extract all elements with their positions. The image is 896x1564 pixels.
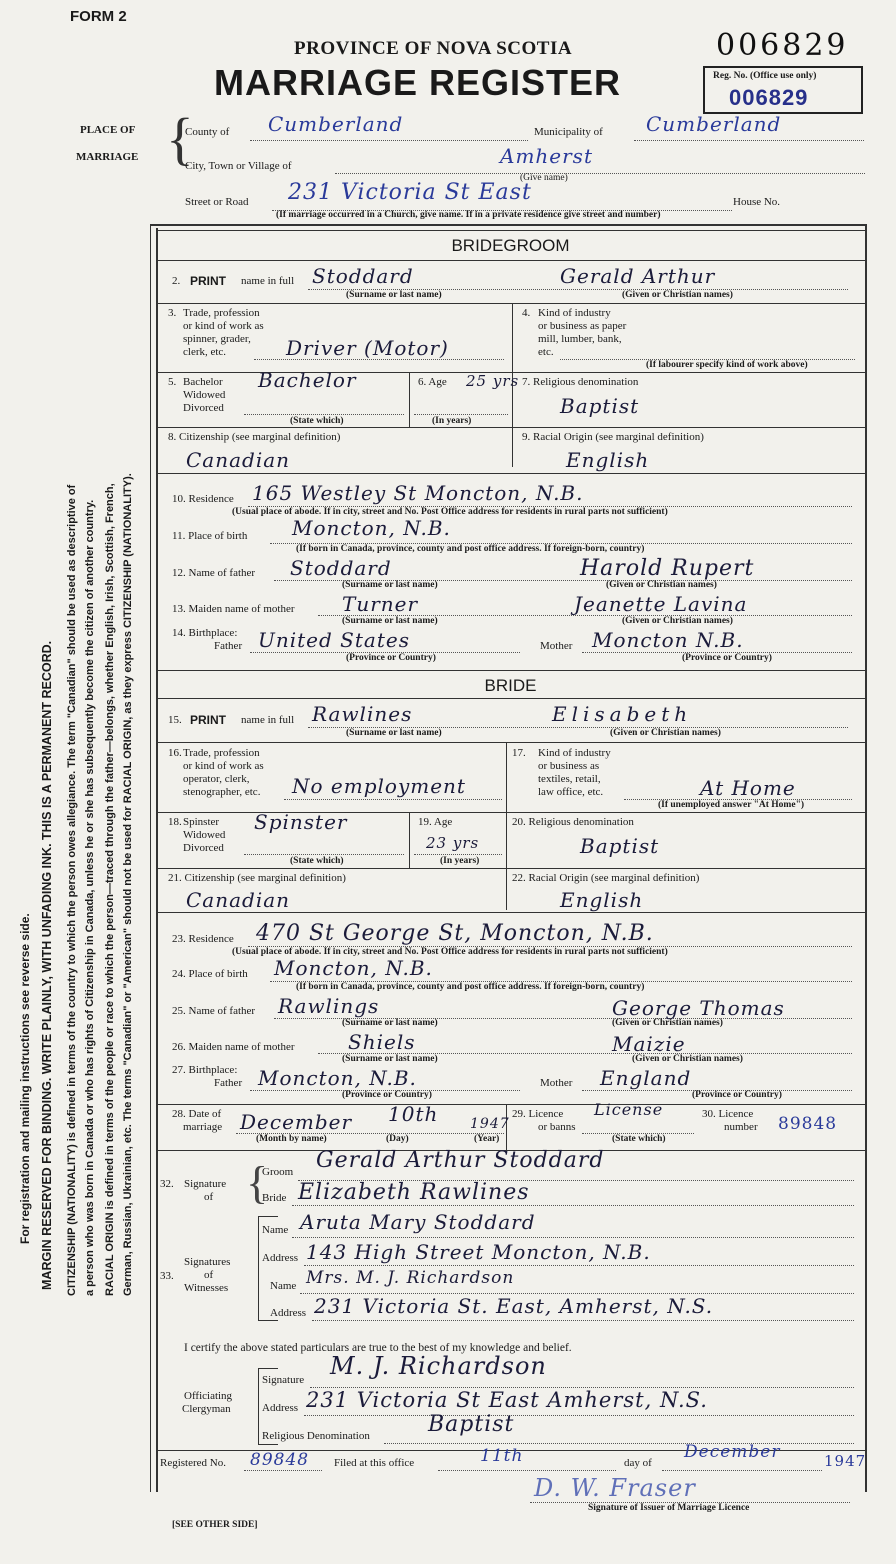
marriage-month-caption: (Month by name)	[256, 1134, 327, 1144]
filed-month: December	[684, 1442, 781, 1462]
groom-trade: Driver (Motor)	[286, 336, 449, 360]
bride-sig-label: Bride	[262, 1192, 287, 1204]
marriage-date-l2: marriage	[183, 1121, 223, 1133]
w2-name-label: Name	[270, 1280, 297, 1292]
groom-trade-l2: or kind of work as	[183, 320, 264, 332]
groom-father-given-caption: (Given or Christian names)	[606, 580, 717, 590]
clergy-denom-label: Religious Denomination	[262, 1430, 370, 1442]
bride-in-years: (In years)	[440, 856, 480, 866]
marriage-year-caption: (Year)	[474, 1134, 500, 1144]
groom-status-num: 5.	[168, 376, 177, 388]
bride-racial-label: 22. Racial Origin (see marginal definition)	[512, 872, 700, 884]
bride-trade-l2: or kind of work as	[183, 760, 264, 772]
page-title: MARRIAGE REGISTER	[214, 62, 622, 103]
groom-mother-label: 13. Maiden name of mother	[172, 603, 295, 615]
licence-l1: 29. Licence	[512, 1108, 564, 1120]
licence-no-l2: number	[724, 1121, 758, 1133]
bride-bp-mother-label: Mother	[540, 1077, 573, 1089]
bride-given-caption: (Given or Christian names)	[610, 728, 721, 738]
bride-bp-label: 27. Birthplace:	[172, 1064, 238, 1076]
groom-bp-mother: Moncton N.B.	[592, 628, 744, 652]
sig-label-l2: of	[204, 1191, 214, 1203]
reg-number-handwritten: 006829	[716, 28, 849, 63]
groom-mother-given: Jeanette Lavina	[574, 592, 748, 616]
officiating-l1: Officiating	[184, 1390, 233, 1402]
groom-father-surname-caption: (Surname or last name)	[342, 580, 438, 590]
groom-status-l1: Bachelor	[183, 376, 223, 388]
groom-print-rest: name in full	[241, 275, 295, 287]
street-label: Street or Road	[185, 196, 249, 208]
w2-address: 231 Victoria St. East, Amherst, N.S.	[314, 1294, 714, 1318]
county-value: Cumberland	[268, 112, 404, 136]
groom-residence-label: 10. Residence	[172, 493, 234, 505]
filed-label: Filed at this office	[334, 1457, 415, 1469]
marriage-year: 1947	[470, 1116, 510, 1132]
registered-no: 89848	[250, 1450, 310, 1470]
groom-status-l2: Widowed	[183, 389, 226, 401]
bride-father-given: George Thomas	[612, 996, 785, 1020]
margin-line-2: MARGIN RESERVED FOR BINDING. WRITE PLAINLY, WITH UNFADING INK. THIS IS A PERMANENT RECORD.	[40, 640, 54, 1290]
house-label: House No.	[733, 196, 781, 208]
groom-trade-l1: Trade, profession	[183, 307, 260, 319]
bride-father-given-caption: (Given or Christian names)	[612, 1018, 723, 1028]
bride-citizenship: Canadian	[186, 888, 291, 912]
street-note: (If marriage occurred in a Church, give name. If in a private residence give street and number)	[276, 210, 661, 220]
margin-line-3: CITIZENSHIP (NATIONALITY) is defined in terms of the country to which the person owes allegiance. The term "Canadian" should be used as descriptive of	[66, 484, 78, 1296]
bride-trade-num: 16.	[168, 747, 182, 759]
reg-number-box	[703, 66, 863, 114]
groom-print-num: 2.	[172, 275, 181, 287]
bride-print-num: 15.	[168, 714, 182, 726]
groom-citizen-label: 8. Citizenship (see marginal definition)	[168, 431, 341, 443]
bride-status-l1: Spinster	[183, 816, 220, 828]
bride-header: BRIDE	[484, 676, 537, 695]
issuer-caption: Signature of Issuer of Marriage Licence	[588, 1503, 750, 1513]
registered-label: Registered No.	[160, 1457, 226, 1469]
margin-line-1: For registration and mailing instructions see reverse side.	[18, 913, 32, 1244]
wit-l1: Signatures	[184, 1256, 231, 1268]
bride-industry-l4: law office, etc.	[538, 786, 604, 798]
groom-given-caption: (Given or Christian names)	[622, 290, 733, 300]
groom-trade-l4: clerk, etc.	[183, 346, 227, 358]
place-brace: {	[166, 106, 194, 171]
bride-father-surname-caption: (Surname or last name)	[342, 1018, 438, 1028]
groom-mother-surname-caption: (Surname or last name)	[342, 616, 438, 626]
bride-state-which: (State which)	[290, 856, 344, 866]
groom-bp-mother-label: Mother	[540, 640, 573, 652]
marriage-day-caption: (Day)	[386, 1134, 409, 1144]
bride-father-label: 25. Name of father	[172, 1005, 256, 1017]
bride-industry-l3: textiles, retail,	[538, 773, 601, 785]
groom-bp-father-caption: (Province or Country)	[346, 653, 436, 663]
groom-industry-l2: or business as paper	[538, 320, 627, 332]
form-label: FORM 2	[70, 8, 127, 25]
groom-father-label: 12. Name of father	[172, 567, 256, 579]
groom-residence-note: (Usual place of abode. If in city, street and No. Post Office address for residents in rural parts not sufficient)	[232, 507, 668, 517]
bride-industry-l1: Kind of industry	[538, 747, 611, 759]
bride-industry-l2: or business as	[538, 760, 600, 772]
groom-signature: Gerald Arthur Stoddard	[316, 1148, 605, 1173]
groom-father-given: Harold Rupert	[580, 556, 755, 581]
groom-print-label: PRINT	[190, 274, 226, 288]
bride-status-num: 18.	[168, 816, 182, 828]
city-caption: (Give name)	[520, 173, 568, 183]
bride-citizen-label: 21. Citizenship (see marginal definition)	[168, 872, 346, 884]
groom-industry-l3: mill, lumber, bank,	[538, 333, 622, 345]
bride-trade: No employment	[292, 774, 466, 798]
place-label-2: MARRIAGE	[76, 151, 139, 163]
issuer-signature: D. W. Fraser	[534, 1474, 696, 1502]
bride-industry-num: 17.	[512, 747, 526, 759]
wit-l3: Witnesses	[184, 1282, 229, 1294]
clergy-address: 231 Victoria St East Amherst, N.S.	[306, 1388, 708, 1412]
bride-bp-father: Moncton, N.B.	[258, 1066, 417, 1090]
reg-box-label: Reg. No. (Office use only)	[713, 71, 817, 81]
bride-residence-label: 23. Residence	[172, 933, 234, 945]
bride-mother-label: 26. Maiden name of mother	[172, 1041, 295, 1053]
day-of-label: day of	[624, 1457, 652, 1469]
groom-mother-surname: Turner	[342, 592, 419, 616]
groom-state-which: (State which)	[290, 416, 344, 426]
bride-mother-surname-caption: (Surname or last name)	[342, 1054, 438, 1064]
licence-type: License	[594, 1100, 664, 1119]
bride-surname-caption: (Surname or last name)	[346, 728, 442, 738]
filed-year: 1947	[824, 1452, 867, 1470]
clergy-sig-label: Signature	[262, 1374, 305, 1386]
groom-industry-l4: etc.	[538, 346, 554, 358]
groom-status: Bachelor	[258, 368, 357, 392]
bride-bp-mother: England	[600, 1066, 692, 1090]
bride-given: Elisabeth	[552, 702, 693, 726]
city-value: Amherst	[500, 144, 593, 168]
bride-print-label: PRINT	[190, 713, 226, 727]
groom-bp-label: 14. Birthplace:	[172, 627, 238, 639]
bride-bp-father-label: Father	[214, 1077, 243, 1089]
groom-father-surname: Stoddard	[290, 556, 392, 580]
bride-bp-father-caption: (Province or Country)	[342, 1090, 432, 1100]
bride-trade-l3: operator, clerk,	[183, 773, 250, 785]
w1-name: Aruta Mary Stoddard	[300, 1210, 536, 1234]
municipality-value: Cumberland	[646, 112, 782, 136]
wit-num: 33.	[160, 1270, 174, 1282]
reg-box-stamp: 006829	[729, 85, 809, 110]
groom-header: BRIDEGROOM	[451, 236, 570, 255]
bride-religion: Baptist	[580, 834, 660, 858]
w1-address-label: Address	[262, 1252, 299, 1264]
licence-no-l1: 30. Licence	[702, 1108, 754, 1120]
bride-bp-mother-caption: (Province or Country)	[692, 1090, 782, 1100]
bride-religion-label: 20. Religious denomination	[512, 816, 634, 828]
groom-trade-num: 3.	[168, 307, 177, 319]
groom-in-years: (In years)	[432, 416, 472, 426]
groom-trade-l3: spinner, grader,	[183, 333, 251, 345]
groom-mother-given-caption: (Given or Christian names)	[622, 616, 733, 626]
certify-text: I certify the above stated particulars are true to the best of my knowledge and belief.	[184, 1342, 572, 1354]
county-label: County of	[185, 126, 230, 138]
groom-industry-note: (If labourer specify kind of work above)	[646, 360, 808, 370]
officiating-l2: Clergyman	[182, 1403, 231, 1415]
sig-brace: {	[246, 1157, 269, 1208]
bride-birth-note: (If born in Canada, province, county and post office address. If foreign-born, country)	[296, 982, 645, 992]
clergy-denomination: Baptist	[428, 1412, 515, 1437]
marriage-month: December	[240, 1110, 353, 1134]
groom-industry-l1: Kind of industry	[538, 307, 611, 319]
groom-racial-label: 9. Racial Origin (see marginal definition)	[522, 431, 704, 443]
bride-signature: Elizabeth Rawlines	[298, 1180, 530, 1205]
bride-mother-given: Maizie	[612, 1032, 686, 1056]
bride-print-rest: name in full	[241, 714, 295, 726]
bride-residence: 470 St George St, Moncton, N.B.	[256, 921, 654, 946]
sig-label-l1: Signature	[184, 1178, 227, 1190]
groom-religion: Baptist	[560, 394, 640, 418]
margin-line-4: a person who was born in Canada or who has rights of Citizenship in Canada, unless he or she has subsequently become the citizen of another country.	[84, 499, 96, 1296]
bride-status-l2: Widowed	[183, 829, 226, 841]
bride-birth-label: 24. Place of birth	[172, 968, 248, 980]
groom-status-l3: Divorced	[183, 402, 224, 414]
bride-trade-l1: Trade, profession	[183, 747, 260, 759]
groom-birth: Moncton, N.B.	[292, 516, 451, 540]
groom-sig-label: Groom	[262, 1166, 294, 1178]
province-heading: PROVINCE OF NOVA SCOTIA	[294, 38, 573, 59]
groom-residence: 165 Westley St Moncton, N.B.	[252, 481, 584, 505]
filed-day: 11th	[480, 1446, 524, 1466]
bride-age: 23 yrs	[426, 834, 480, 852]
licence-l2: or banns	[538, 1121, 576, 1133]
place-label-1: PLACE OF	[80, 124, 136, 136]
bride-industry-note: (If unemployed answer "At Home")	[658, 800, 805, 810]
groom-surname: Stoddard	[312, 264, 414, 288]
groom-birth-label: 11. Place of birth	[172, 530, 248, 542]
groom-citizenship: Canadian	[186, 448, 291, 472]
marriage-day: 10th	[388, 1102, 439, 1126]
groom-racial: English	[566, 448, 650, 472]
bride-residence-note: (Usual place of abode. If in city, street and No. Post Office address for residents in rural parts not sufficient)	[232, 947, 668, 957]
clergy-signature: M. J. Richardson	[330, 1352, 547, 1380]
groom-religion-label: 7. Religious denomination	[522, 376, 639, 388]
street-value: 231 Victoria St East	[288, 180, 532, 205]
marriage-date-l1: 28. Date of	[172, 1108, 222, 1120]
city-label: City, Town or Village of	[185, 160, 292, 172]
see-other-side: [SEE OTHER SIDE]	[172, 1520, 258, 1530]
bride-industry: At Home	[700, 776, 796, 800]
bride-father-surname: Rawlings	[278, 994, 380, 1018]
bride-status: Spinster	[254, 810, 348, 834]
groom-bp-father-label: Father	[214, 640, 243, 652]
bride-mother-given-caption: (Given or Christian names)	[632, 1054, 743, 1064]
groom-birth-note: (If born in Canada, province, county and post office address. If foreign-born, country)	[296, 544, 645, 554]
wit-l2: of	[204, 1269, 214, 1281]
w2-address-label: Address	[270, 1307, 307, 1319]
groom-age-label: 6. Age	[418, 376, 447, 388]
groom-surname-caption: (Surname or last name)	[346, 290, 442, 300]
sig-num: 32.	[160, 1178, 174, 1190]
bride-age-label: 19. Age	[418, 816, 453, 828]
groom-age: 25 yrs	[466, 372, 520, 390]
groom-bp-mother-caption: (Province or Country)	[682, 653, 772, 663]
groom-industry-num: 4.	[522, 307, 531, 319]
bride-birth: Moncton, N.B.	[274, 956, 433, 980]
licence-number: 89848	[778, 1114, 838, 1134]
bride-status-l3: Divorced	[183, 842, 224, 854]
licence-state-which: (State which)	[612, 1134, 666, 1144]
bride-trade-l4: stenographer, etc.	[183, 786, 261, 798]
municipality-label: Municipality of	[534, 126, 603, 138]
bride-surname: Rawlines	[312, 702, 413, 726]
margin-line-5: RACIAL ORIGIN is defined in terms of the people or race to which the person—traced through the father—belongs, whether English, Irish, Scottish, French,	[104, 483, 116, 1296]
groom-given: Gerald Arthur	[560, 264, 716, 288]
bride-mother-surname: Shiels	[348, 1030, 416, 1054]
bride-racial: English	[560, 888, 644, 912]
groom-bp-father: United States	[258, 628, 410, 652]
w2-name: Mrs. M. J. Richardson	[306, 1268, 515, 1288]
margin-line-6: German, Russian, Ukrainian, etc. The terms "Canadian" or "American" should not be used for RACIAL ORIGIN, as they express CITIZENSHIP (NATIONALITY).	[122, 473, 134, 1296]
w1-address: 143 High Street Moncton, N.B.	[306, 1240, 651, 1264]
w1-name-label: Name	[262, 1224, 289, 1236]
clergy-address-label: Address	[262, 1402, 299, 1414]
